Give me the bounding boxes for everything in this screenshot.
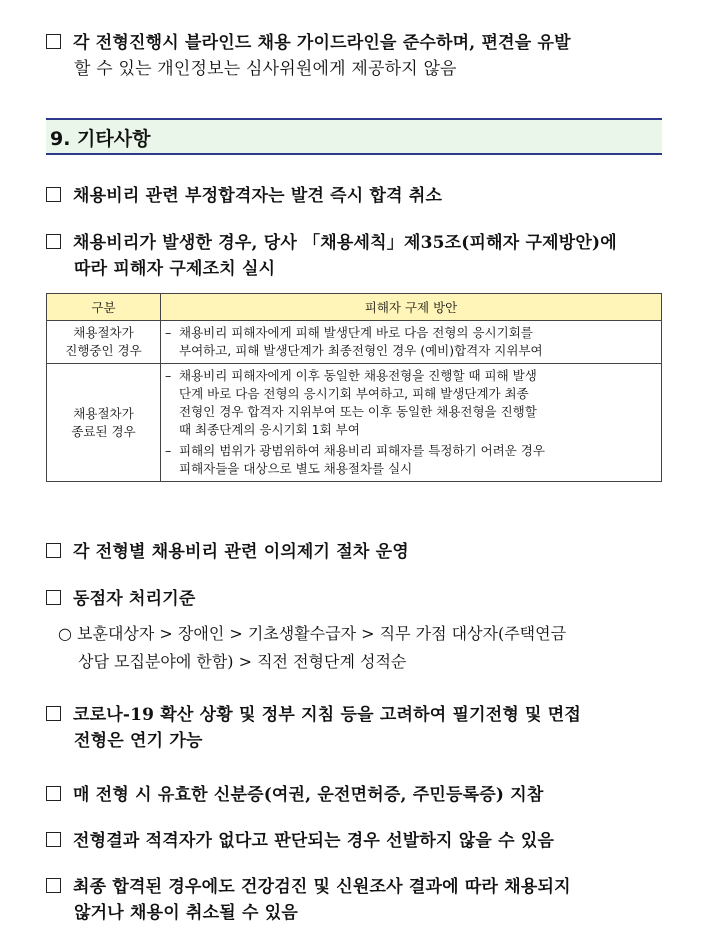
checkbox-icon (46, 590, 61, 605)
detail-line: ○ 보훈대상자 > 장애인 > 기초생활수급자 > 직무 가점 대상자(주택연금 (58, 624, 567, 643)
dash-item: – 채용비리 피해자에게 피해 발생단계 바로 다음 전형의 응시기회를 부여하고, 피해 발생단계가 최종전형인 경우 (예비)합격자 지위부여 (165, 324, 657, 360)
notice-objection (46, 539, 666, 565)
notice-line: 각 전형별 채용비리 관련 이의제기 절차 운영 (73, 542, 409, 562)
col-header-category: 구분 (47, 294, 161, 321)
notice-line: 채용비리가 발생한 경우, 당사 「채용세칙」제35조(피해자 구제방안)에 (73, 233, 617, 253)
detail-line: 상담 모집분야에 한함) > 직전 전형단계 성적순 (78, 652, 407, 671)
notice-line: 전형은 연기 가능 (74, 731, 203, 751)
table-row (47, 364, 662, 482)
notice-line: 할 수 있는 개인정보는 심사위원에게 제공하지 않음 (74, 59, 457, 79)
checkbox-icon (46, 34, 61, 49)
notice-line: 최종 합격된 경우에도 건강검진 및 신원조사 결과에 따라 채용되지 (73, 877, 571, 897)
notice-covid (46, 702, 666, 754)
row-label: 채용절차가 종료된 경우 (47, 364, 161, 482)
row-content (161, 321, 662, 364)
notice-no-selection (46, 828, 666, 854)
dash-item: – 피해의 범위가 광범위하여 채용비리 피해자를 특정하기 어려운 경우 피해자들을 대상으로 별도 채용절차를 실시 (165, 442, 657, 478)
col-header-relief: 피해자 구제 방안 (161, 294, 662, 321)
notice-line: 코로나-19 확산 상황 및 정부 지침 등을 고려하여 필기전형 및 면접 (73, 705, 582, 725)
notice-id (46, 782, 666, 808)
notice-line: 매 전형 시 유효한 신분증(여권, 운전면허증, 주민등록증) 지참 (73, 785, 544, 805)
dash-item: – 채용비리 피해자에게 이후 동일한 채용전형을 진행할 때 피해 발생 단계 바로 다음 전형의 응시기회 부여하고, 피해 발생단계가 최종 전형인 경우 합격자 지위부여 또는 이후 동일한 채용전형을 진행할 때 최종단계의 응시기회 1회 부여 (165, 367, 657, 439)
notice-fraud-cancel (46, 183, 666, 209)
table-row (47, 321, 662, 364)
notice-tie-rule (46, 586, 666, 612)
row-content (161, 364, 662, 482)
tie-rule-detail (58, 620, 668, 676)
checkbox-icon (46, 543, 61, 558)
checkbox-icon (46, 187, 61, 202)
checkbox-icon (46, 832, 61, 847)
checkbox-icon (46, 878, 61, 893)
section-header (46, 118, 662, 155)
notice-line: 않거나 채용이 취소될 수 있음 (74, 903, 298, 923)
checkbox-icon (46, 786, 61, 801)
notice-victim-relief (46, 230, 666, 282)
notice-line: 각 전형진행시 블라인드 채용 가이드라인을 준수하며, 편견을 유발 (73, 33, 571, 53)
checkbox-icon (46, 234, 61, 249)
notice-line: 따라 피해자 구제조치 실시 (74, 259, 276, 279)
notice-line: 동점자 처리기준 (73, 589, 196, 609)
victim-relief-table (46, 293, 662, 482)
notice-final-check (46, 874, 666, 926)
notice-blind-recruitment (46, 30, 666, 82)
section-title: 9. 기타사항 (50, 128, 151, 150)
checkbox-icon (46, 706, 61, 721)
notice-line: 채용비리 관련 부정합격자는 발견 즉시 합격 취소 (73, 186, 443, 206)
row-label: 채용절차가 진행중인 경우 (47, 321, 161, 364)
notice-line: 전형결과 적격자가 없다고 판단되는 경우 선발하지 않을 수 있음 (73, 831, 555, 851)
table-header-row (47, 294, 662, 321)
